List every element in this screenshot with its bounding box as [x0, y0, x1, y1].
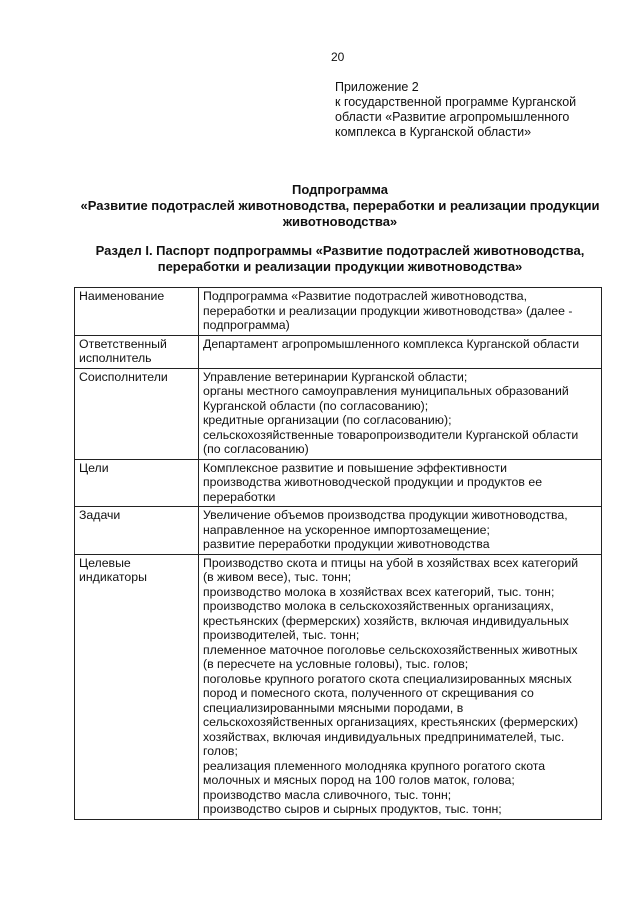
row-value-line: направленное на ускоренное импортозамещение;: [203, 522, 490, 537]
row-value-cell: [199, 554, 602, 819]
row-value-line: переработки: [203, 489, 276, 504]
row-value-line: Комплексное развитие и повышение эффективности: [203, 460, 507, 475]
row-value-line: производство молока в сельскохозяйственных организациях,: [203, 599, 554, 613]
row-value-line: развитие переработки продукции животноводства: [203, 537, 490, 551]
row-value-line: кредитные организации (по согласованию);: [203, 413, 452, 427]
section-heading: [60, 243, 620, 275]
subprogram-title: [60, 182, 620, 230]
row-label-cell: [75, 507, 199, 555]
row-value-line: производство масла сливочного, тыс. тонн;: [203, 787, 452, 802]
row-value-line: органы местного самоуправления муниципальных образований: [203, 384, 569, 398]
row-value-line: подпрограмма): [203, 318, 290, 332]
row-value-cell: [199, 335, 602, 368]
row-value-line: производство молока в хозяйствах всех категорий, тыс. тонн;: [203, 584, 555, 599]
row-value-cell: [199, 507, 602, 555]
appendix-line: области «Развитие агропромышленного: [335, 110, 570, 124]
table-row: [75, 554, 602, 819]
appendix-line: Приложение 2: [335, 80, 419, 94]
row-value-line: Увеличение объемов производства продукции животноводства,: [203, 508, 568, 522]
row-value-line: голов;: [203, 744, 238, 758]
row-label-cell: [75, 554, 199, 819]
row-value-line: Управление ветеринарии Курганской области;: [203, 369, 468, 384]
row-value-line: специализированными мясными породами, в: [203, 700, 464, 715]
section-heading-line: Раздел I. Паспорт подпрограммы «Развитие подотраслей животноводства,: [95, 243, 585, 258]
row-label: Цели: [79, 460, 109, 475]
row-value-line: сельскохозяйственных организациях, крестьянских (фермерских): [203, 715, 579, 729]
row-value-line: производства животноводческой продукции и продуктов ее: [203, 475, 543, 489]
row-value-line: Производство скота и птицы на убой в хозяйствах всех категорий: [203, 555, 579, 570]
passport-table: [74, 287, 602, 820]
row-value-line: крестьянских (фермерских) хозяйств, включая индивидуальных: [203, 613, 569, 628]
row-value-line: (в живом весе), тыс. тонн;: [203, 570, 352, 584]
row-value-line: производителей, тыс. тонн;: [203, 628, 360, 642]
row-value-cell: [199, 459, 602, 507]
row-value-line: производство сыров и сырных продуктов, тыс. тонн;: [203, 802, 502, 816]
appendix-line: к государственной программе Курганской: [335, 95, 577, 109]
row-value-cell: [199, 288, 602, 336]
row-value-line: (по согласованию): [203, 442, 309, 456]
table-row: [75, 459, 602, 507]
row-label: Целевые: [79, 555, 131, 570]
row-value-line: реализация племенного молодняка крупного рогатого скота: [203, 758, 546, 773]
section-heading-line: переработки и реализации продукции животноводства»: [157, 259, 523, 274]
appendix-line: комплекса в Курганской области»: [335, 125, 532, 139]
title-line: животноводства»: [282, 214, 398, 229]
table-row: [75, 507, 602, 555]
row-value-line: племенное маточное поголовье сельскохозяйственных животных: [203, 642, 578, 657]
row-value-line: сельскохозяйственные товаропроизводители Курганской области: [203, 427, 579, 442]
table-row: [75, 368, 602, 459]
row-label: Наименование: [79, 289, 165, 303]
row-label-cell: [75, 459, 199, 507]
row-value-line: Подпрограмма «Развитие подотраслей животноводства,: [203, 289, 527, 303]
row-value-line: молочных и мясных пород на 100 голов маток, голова;: [203, 773, 515, 787]
table-row: [75, 288, 602, 336]
row-value-line: хозяйствах, включая индивидуальных предпринимателей, тыс.: [203, 729, 565, 744]
table-row: [75, 335, 602, 368]
row-label-cell: [75, 335, 199, 368]
row-value-line: Курганской области (по согласованию);: [203, 398, 429, 413]
row-value-cell: [199, 368, 602, 459]
page-number: 20: [331, 50, 345, 64]
row-label: Ответственный: [79, 336, 167, 351]
row-label: исполнитель: [79, 351, 152, 365]
row-label: индикаторы: [79, 570, 147, 584]
row-label-cell: [75, 288, 199, 336]
title-line: «Развитие подотраслей животноводства, переработки и реализации продукции: [80, 198, 600, 213]
row-value-line: пород и помесного скота, полученного от скрещивания со: [203, 686, 534, 700]
row-value-line: поголовье крупного рогатого скота специализированных мясных: [203, 671, 572, 686]
row-value-line: переработки и реализации продукции животноводства» (далее -: [203, 303, 573, 318]
row-value-line: Департамент агропромышленного комплекса Курганской области: [203, 336, 580, 351]
title-line: Подпрограмма: [292, 182, 388, 197]
row-value-line: (в пересчете на условные головы), тыс. голов;: [203, 657, 469, 671]
row-label: Задачи: [79, 508, 121, 522]
appendix-header: [335, 80, 576, 140]
row-label: Соисполнители: [79, 369, 168, 384]
row-label-cell: [75, 368, 199, 459]
